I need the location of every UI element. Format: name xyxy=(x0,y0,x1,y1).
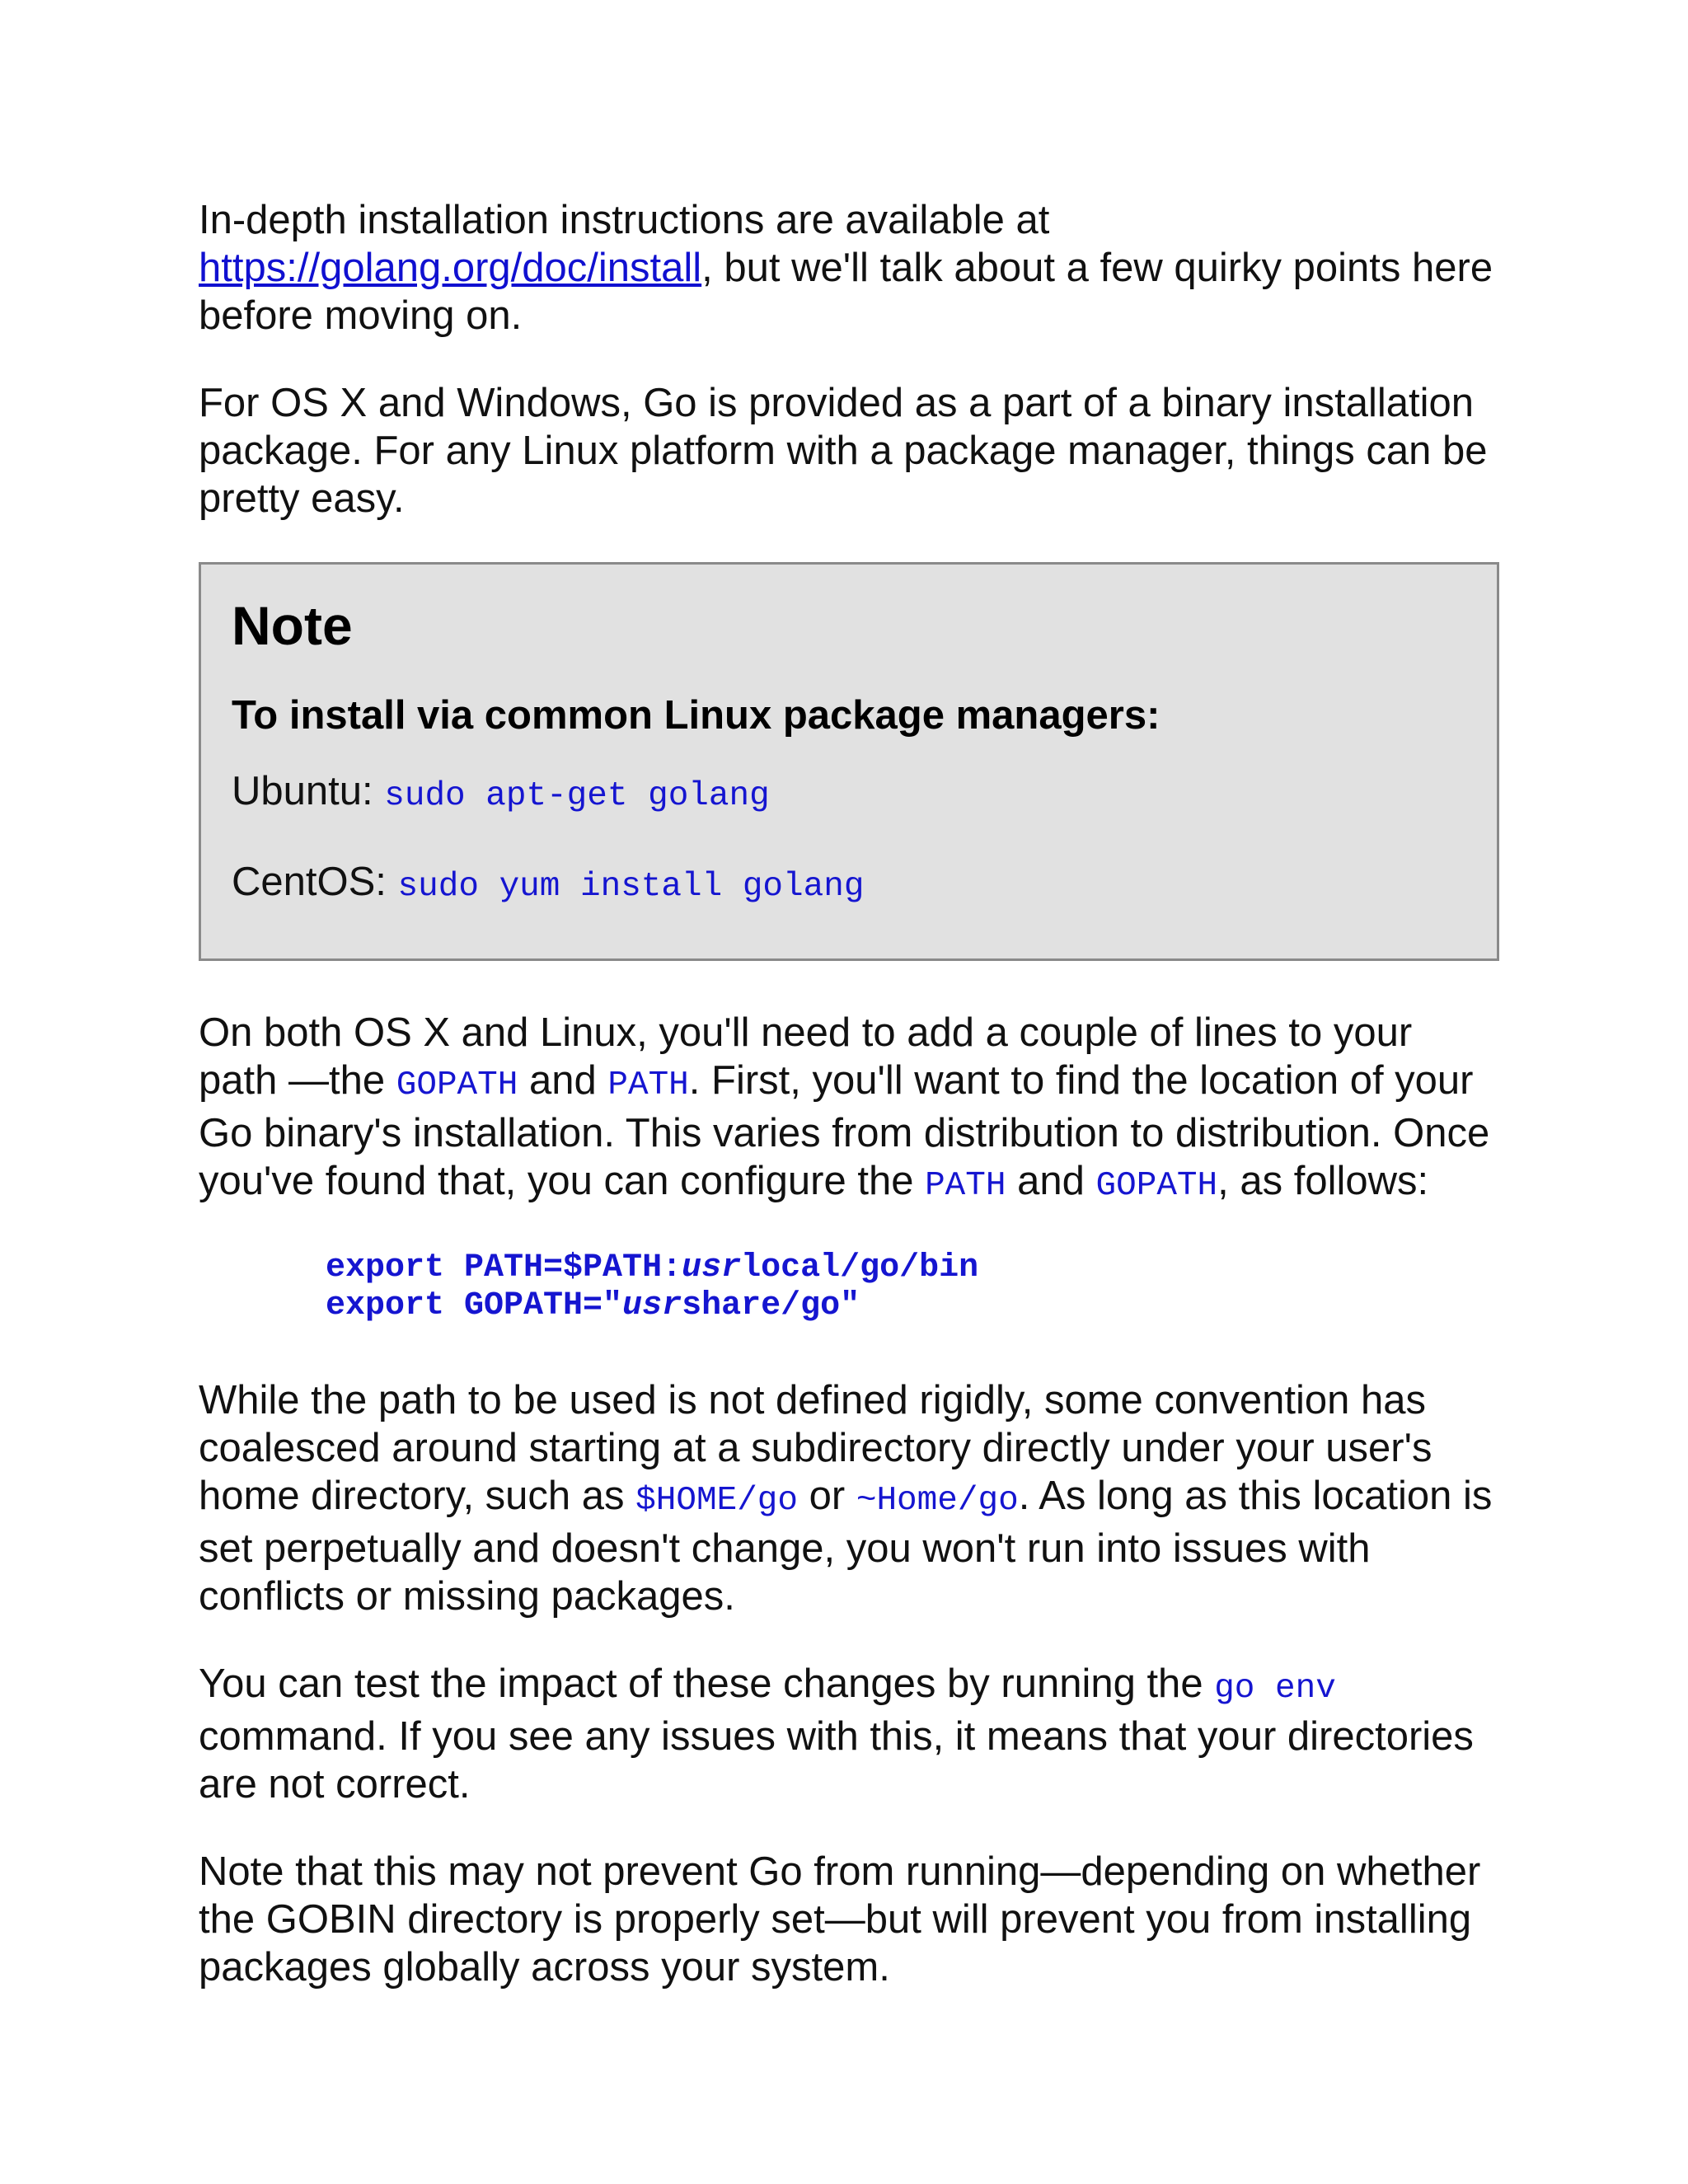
install-docs-link[interactable]: https://golang.org/doc/install xyxy=(199,246,702,290)
test-text-1: You can test the impact of these changes by running the xyxy=(199,1661,1203,1706)
gopath-code: GOPATH xyxy=(396,1066,518,1104)
test-paragraph xyxy=(199,1660,1501,1808)
ubuntu-label: Ubuntu: xyxy=(232,769,373,813)
ubuntu-command: sudo apt-get golang xyxy=(384,777,770,815)
convention-text-1: While the path to be used is not defined rigidly, some convention has coalesced around starting at a subdirectory directly under your user's home directory, such as xyxy=(199,1378,1432,1518)
document-page xyxy=(199,196,1501,2031)
intro-text: In-depth installation instructions are available at xyxy=(199,198,1050,242)
convention-text-3: . As long as this location is set perpetually and doesn't change, you won't run into issues with conflicts or missing packages. xyxy=(199,1474,1493,1619)
platforms-paragraph: For OS X and Windows, Go is provided as a part of a binary installation package. For any Linux platform with a package manager, things can be pretty easy. xyxy=(199,381,1488,521)
ubuntu-line xyxy=(232,767,1466,820)
centos-label: CentOS: xyxy=(232,860,387,904)
path-text-1: On both OS X and Linux, you'll need to add a couple of lines to your path —the xyxy=(199,1010,1413,1103)
code-line-2c: share/go" xyxy=(682,1287,860,1324)
note-subtitle: To install via common Linux package managers: xyxy=(232,693,1160,738)
path-text-4: and xyxy=(1017,1159,1085,1203)
path-text-5: , as follows: xyxy=(1217,1159,1429,1203)
centos-line xyxy=(232,858,1466,911)
code-line-1b: usr xyxy=(682,1249,742,1286)
convention-paragraph xyxy=(199,1376,1501,1620)
path-code: PATH xyxy=(607,1066,689,1104)
path-paragraph xyxy=(199,1009,1501,1210)
code-line-2b: usr xyxy=(622,1287,682,1324)
gobin-paragraph: Note that this may not prevent Go from running—depending on whether the GOBIN directory is properly set—but will prevent you from installing packages globally across your system. xyxy=(199,1849,1481,1990)
go-env-code: go env xyxy=(1214,1670,1336,1708)
code-line-1a: export PATH=$PATH: xyxy=(326,1249,682,1286)
path-text-3: . First, you'll want to find the location of your Go binary's installation. This varies from distribution to distribution. Once you've found that, you can configure the xyxy=(199,1058,1490,1203)
gopath-code-2: GOPATH xyxy=(1095,1167,1218,1205)
export-code-block xyxy=(326,1249,1501,1325)
convention-text-2: or xyxy=(809,1474,846,1518)
tilde-home-go-code: ~Home/go xyxy=(856,1482,1019,1520)
test-text-2: command. If you see any issues with this, it means that your directories are not correct. xyxy=(199,1714,1474,1807)
code-line-1c: local/go/bin xyxy=(741,1249,979,1286)
home-go-code: $HOME/go xyxy=(635,1482,799,1520)
intro-paragraph xyxy=(199,196,1501,340)
path-text-2: and xyxy=(528,1058,597,1103)
path-code-2: PATH xyxy=(925,1167,1006,1205)
code-line-2a: export GOPATH=" xyxy=(326,1287,623,1324)
note-box xyxy=(199,562,1499,961)
centos-command: sudo yum install golang xyxy=(397,868,865,906)
intro-text-after: , but we'll talk about a few quirky points here before moving on. xyxy=(199,246,1493,338)
note-title: Note xyxy=(232,595,353,656)
